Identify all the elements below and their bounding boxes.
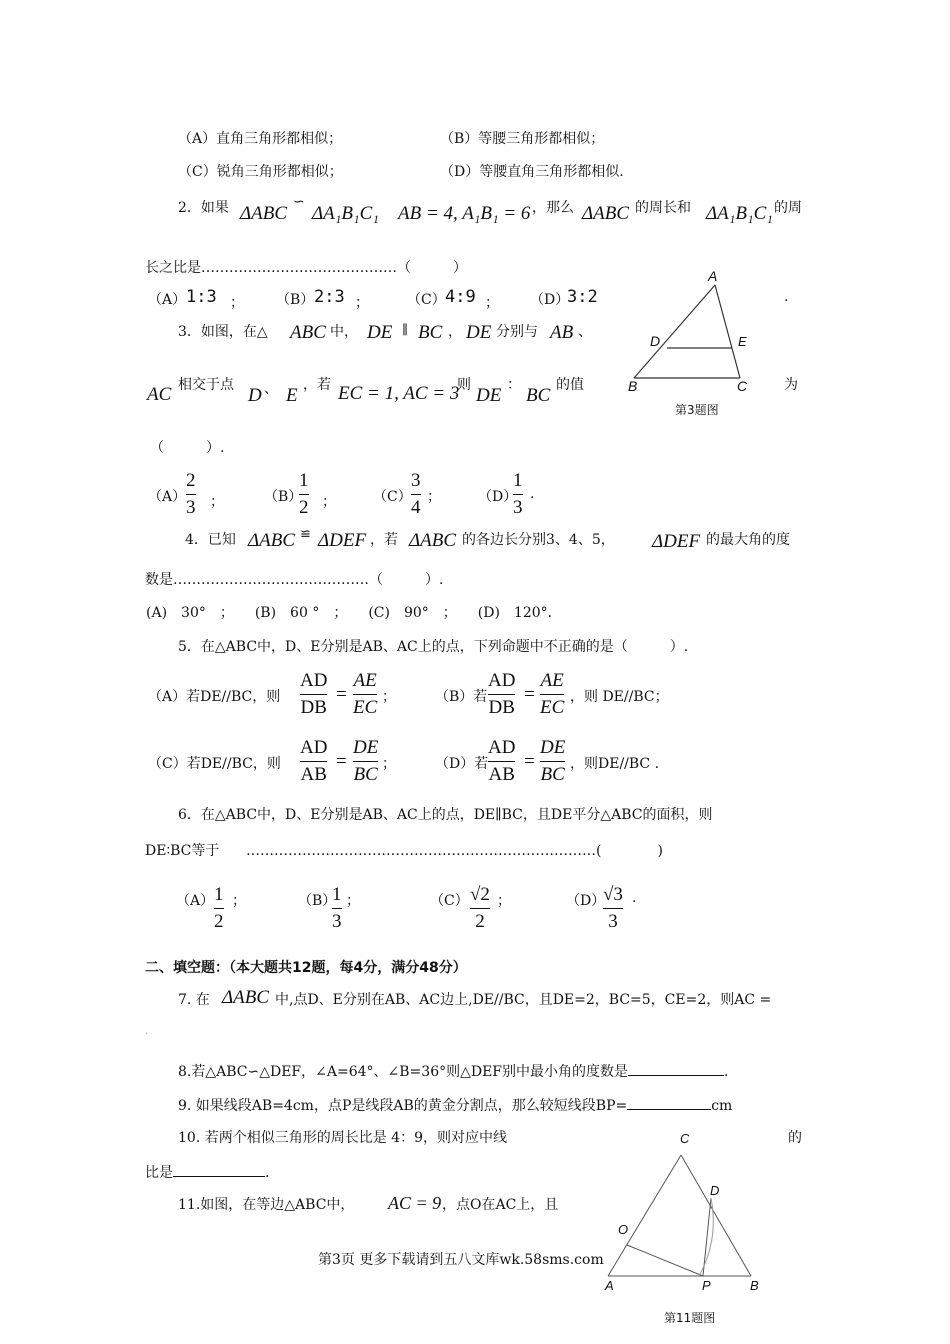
q6-option-b-denominator: 3 — [332, 911, 342, 932]
q3-cond: EC = 1, AC = 3 — [338, 383, 460, 404]
q3-wei: 为 — [784, 377, 798, 393]
q2-sep-b: ； — [355, 295, 369, 311]
q2-prefix: 2．如果 — [178, 200, 229, 216]
q2-tri4: ΔA₁B₁C₁ — [706, 203, 773, 224]
q3-mid7: ，若 — [303, 377, 331, 393]
q3-option-c-sep: ； — [427, 489, 441, 505]
q11-rest: ，点O在AC上，且 — [442, 1197, 559, 1213]
q3-option-a-numerator: 2 — [186, 470, 196, 491]
q3-option-b — [299, 470, 309, 519]
q3-option-c — [411, 470, 421, 519]
q11-prefix: 11.如图，在等边△ABC中， — [178, 1197, 355, 1213]
q4-tri2: ΔDEF — [318, 530, 367, 551]
q5-option-d-eq: = — [524, 751, 535, 772]
q3-ac: AC — [147, 384, 172, 405]
q3-tri: ABC — [290, 322, 326, 343]
q5-option-a-end: ； — [382, 689, 396, 705]
q11-triangle-figure — [595, 1140, 770, 1290]
q3-label-a: A — [708, 268, 718, 284]
q11-label-c: C — [680, 1131, 690, 1146]
q5-b-d1: DB — [488, 697, 515, 718]
q6-option-d-numerator: √3 — [603, 884, 623, 905]
q3-option-d-denominator: 3 — [513, 497, 523, 518]
q5-d-d2: BC — [540, 764, 565, 785]
q2-mid2: 的周长和 — [635, 200, 691, 216]
q2-option-d: 3:2 — [567, 287, 598, 307]
q3-option-d-numerator: 1 — [513, 470, 523, 491]
q11-side-bc — [681, 1155, 751, 1276]
q5-option-c-right — [353, 737, 378, 786]
q6-option-d-sep: . — [632, 890, 637, 906]
q6-option-c-sep: ； — [497, 893, 511, 909]
q3-label-e: E — [738, 334, 747, 349]
q5-b-d2: EC — [540, 697, 565, 718]
q6-option-b — [332, 884, 342, 933]
q3-bc2: BC — [526, 385, 551, 406]
q3-option-b-numerator: 1 — [299, 470, 309, 491]
q8-stem: 8.若△ABC∽△DEF，∠A=64°、∠B=36°则△DEF别中最小角的度数是 — [178, 1064, 629, 1080]
q5-c-n1: AD — [300, 737, 328, 758]
q3-mid4: 、 — [578, 324, 592, 340]
q7-prefix: 7. 在 — [178, 992, 210, 1008]
q9-answer-blank[interactable] — [627, 1097, 711, 1110]
q2-end: 的周 — [774, 200, 802, 216]
q3-option-b-denominator: 2 — [299, 497, 309, 518]
q5-d-d1: AB — [488, 764, 515, 785]
q11-label-d: D — [710, 1183, 720, 1198]
q4-mid1: ，若 — [370, 532, 398, 548]
q3-parallel: ∥ — [402, 323, 409, 338]
q5-option-a-left — [300, 670, 327, 719]
q5-option-b-pre: （B）若 — [435, 689, 488, 705]
q2-option-d-label: （D） — [530, 292, 570, 308]
q1-option-b: （B）等腰三角形都相似； — [440, 131, 605, 147]
q6-option-a-denominator: 2 — [214, 911, 224, 932]
q3-side-ab — [634, 285, 715, 378]
q5-d-n2: DE — [540, 737, 566, 758]
q6-option-d-denominator: 3 — [608, 911, 618, 932]
q2-cond: AB = 4, A₁B₁ = 6 — [398, 203, 531, 224]
q11-side-ac — [608, 1155, 681, 1276]
q10-answer-blank[interactable] — [173, 1164, 265, 1177]
q2-line2: 长之比是……………………………………（ ） — [145, 260, 467, 276]
q6-option-a-numerator: 1 — [214, 884, 224, 905]
q10-line2 — [145, 1162, 269, 1182]
q11-cond: AC = 9 — [388, 1193, 442, 1213]
q5-option-c-eq: = — [336, 751, 347, 772]
q4-mid2: 的各边长分别3、4、5， — [462, 532, 615, 548]
q5-option-a-right — [353, 670, 377, 719]
q2-tri1: ΔABC — [240, 203, 288, 224]
q3-label-c: C — [737, 378, 748, 394]
q3-mid5: 相交于点 — [178, 377, 234, 393]
q7-tri: ΔABC — [222, 987, 270, 1008]
q3-paren: （ ）. — [150, 440, 225, 456]
q5-c-d2: BC — [353, 764, 378, 785]
q10-de: 的 — [788, 1130, 802, 1146]
q10-end: . — [265, 1165, 270, 1181]
q9-stem: 9. 如果线段AB=4cm，点P是线段AB的黄金分割点，那么较短线段BP= — [178, 1098, 628, 1114]
q5-option-d-right — [540, 737, 565, 786]
q2-sim: ∽ — [293, 195, 305, 210]
q5-option-c-end: ； — [382, 756, 396, 772]
q6-option-a-sep: ； — [232, 893, 246, 909]
q5-b-n1: AD — [488, 670, 516, 691]
q2-option-b-label: （B） — [276, 292, 315, 308]
q3-option-c-denominator: 4 — [411, 497, 421, 518]
q5-option-b-left — [488, 670, 515, 719]
q3-prefix: 3．如图，在△ — [178, 324, 268, 340]
q3-mid1: 中， — [330, 324, 358, 340]
q6-option-d — [603, 884, 623, 933]
q2-mid: ，那么 — [532, 200, 574, 216]
q5-option-c-left — [300, 737, 327, 786]
q5-a-d2: EC — [353, 697, 378, 718]
q2-tri2: ΔA₁B₁C₁ — [312, 203, 379, 224]
q1-option-a: （A）直角三角形都相似； — [178, 131, 343, 147]
q3-mid6: 、 — [264, 381, 278, 397]
q3-label-b: B — [628, 378, 638, 394]
q5-stem: 5．在△ABC中，D、E分别是AB、AC上的点，下列命题中不正确的是（ ）. — [178, 639, 689, 655]
q8-answer-blank[interactable] — [628, 1063, 724, 1076]
q3-option-c-label: （C） — [373, 489, 412, 505]
q11-label-o: O — [618, 1222, 629, 1237]
q3-option-b-sep: ； — [322, 494, 336, 510]
q5-a-n1: AD — [300, 670, 328, 691]
q2-sep-c: ； — [485, 295, 499, 311]
q3-bc1: BC — [418, 322, 443, 343]
q4-tri4: ΔDEF — [652, 531, 701, 552]
q11-label-b: B — [750, 1278, 759, 1293]
q3-mid2: ， — [448, 324, 462, 340]
q5-option-b-eq: = — [524, 684, 535, 705]
q3-figure-caption: 第3题图 — [675, 403, 719, 417]
q4-line2: 数是……………………………………（ ）. — [145, 572, 444, 588]
q2-sep-a: ； — [230, 295, 244, 311]
q10-text: 10. 若两个相似三角形的周长比是 4：9，则对应中线 — [178, 1130, 507, 1146]
q3-option-c-numerator: 3 — [411, 470, 421, 491]
q5-d-n1: AD — [488, 737, 516, 758]
q10-line2-text: 比是 — [145, 1165, 173, 1181]
q1-option-c: （C）锐角三角形都相似； — [178, 164, 343, 180]
q6-option-a — [214, 884, 224, 933]
q3-ab: AB — [550, 322, 574, 343]
q6-option-b-sep: ； — [346, 893, 360, 909]
q4-tri3: ΔABC — [409, 530, 457, 551]
q3-mid8: 则 — [457, 377, 471, 393]
q5-option-b-end: ，则 DE//BC； — [570, 689, 669, 705]
q11-arc — [699, 1198, 713, 1276]
q5-option-d-left — [488, 737, 515, 786]
q5-option-d-pre: （D）若 — [435, 756, 489, 772]
q11-segment-op — [627, 1245, 703, 1276]
q2-option-a: 1:3 — [186, 287, 217, 307]
q3-option-d-label: （D） — [478, 489, 518, 505]
q4-options: (A) 30° ； (B) 60 ° ； (C) 90° ； (D) 120°． — [146, 605, 562, 621]
q3-option-d — [513, 470, 523, 519]
q3-option-a-sep: ； — [210, 494, 224, 510]
q5-option-a-eq: = — [336, 684, 347, 705]
q5-option-c-pre: （C）若DE//BC，则 — [148, 756, 281, 772]
q3-d: D — [248, 385, 262, 406]
q2-option-c: 4:9 — [445, 287, 476, 307]
q9-text — [178, 1095, 732, 1115]
q3-colon: ： — [507, 377, 521, 393]
q3-e: E — [286, 385, 298, 406]
q6-line1: 6．在△ABC中，D、E分别是AB、AC上的点，DE∥BC，且DE平分△ABC的面积，则 — [178, 807, 713, 823]
q7-rest: 中,点D、E分别在AB、AC边上,DE//BC，且DE=2，BC=5，CE=2，则AC = — [275, 992, 772, 1008]
q5-option-b-right — [540, 670, 564, 719]
q3-mid9: 的值 — [556, 377, 584, 393]
q6-line2-a: DE∶BC等于 — [145, 843, 220, 859]
q1-option-d: （D）等腰直角三角形都相似. — [440, 164, 624, 180]
q3-mid3: 分别与 — [496, 324, 538, 340]
q3-de2: DE — [466, 322, 492, 343]
q5-b-n2: AE — [540, 670, 564, 691]
q3-label-d: D — [650, 333, 661, 349]
q3-option-b-label: （B） — [264, 489, 303, 505]
q6-option-c-denominator: 2 — [475, 911, 485, 932]
q11-label-p: P — [702, 1278, 711, 1293]
q8-text — [178, 1061, 728, 1081]
section-2-title: 二、填空题：（本大题共12题，每4分，满分48分） — [145, 960, 467, 976]
q4-prefix: 4．已知 — [185, 532, 236, 548]
q6-option-c-label: （C） — [430, 893, 469, 909]
q3-option-a — [186, 470, 196, 519]
q2-option-c-label: （C） — [407, 292, 446, 308]
q5-a-n2: AE — [353, 670, 377, 691]
q5-option-a-pre: （A）若DE//BC，则 — [148, 689, 281, 705]
q6-option-c — [470, 884, 490, 933]
q2-end-dot: . — [784, 289, 789, 305]
q3-option-a-label: （A） — [148, 489, 187, 505]
q4-end: 的最大角的度 — [706, 532, 790, 548]
q3-side-ac — [715, 285, 740, 378]
q4-cong: ≌ — [300, 527, 311, 542]
q8-end: . — [724, 1064, 729, 1080]
q6-line2-b: …………………………………………………………………( ) — [246, 843, 663, 859]
q5-option-d-end: ，则DE//BC . — [570, 756, 660, 772]
q6-option-d-label: （D） — [566, 893, 606, 909]
q11-label-a: A — [605, 1278, 614, 1293]
q6-option-a-label: （A） — [176, 893, 215, 909]
q9-unit: cm — [711, 1098, 733, 1114]
q11-figure-caption: 第11题图 — [664, 1311, 716, 1325]
q3-de3: DE — [476, 385, 502, 406]
q6-option-c-numerator: √2 — [470, 884, 490, 905]
q5-c-n2: DE — [353, 737, 379, 758]
q5-c-d1: AB — [300, 764, 327, 785]
q2-tri3: ΔABC — [582, 203, 630, 224]
q3-option-d-sep: . — [530, 486, 535, 502]
footer-text: 第3页 更多下载请到五八文库wk.58sms.com — [318, 1252, 604, 1268]
q5-a-d1: DB — [300, 697, 327, 718]
q3-de1: DE — [367, 322, 393, 343]
q4-tri1: ΔABC — [248, 530, 296, 551]
q6-option-b-label: （B） — [298, 893, 337, 909]
q2-option-b: 2:3 — [314, 287, 345, 307]
q2-option-a-label: （A） — [148, 292, 187, 308]
q3-option-a-denominator: 3 — [186, 497, 196, 518]
q7-dot: . — [145, 1026, 149, 1037]
q6-option-b-numerator: 1 — [332, 884, 342, 905]
